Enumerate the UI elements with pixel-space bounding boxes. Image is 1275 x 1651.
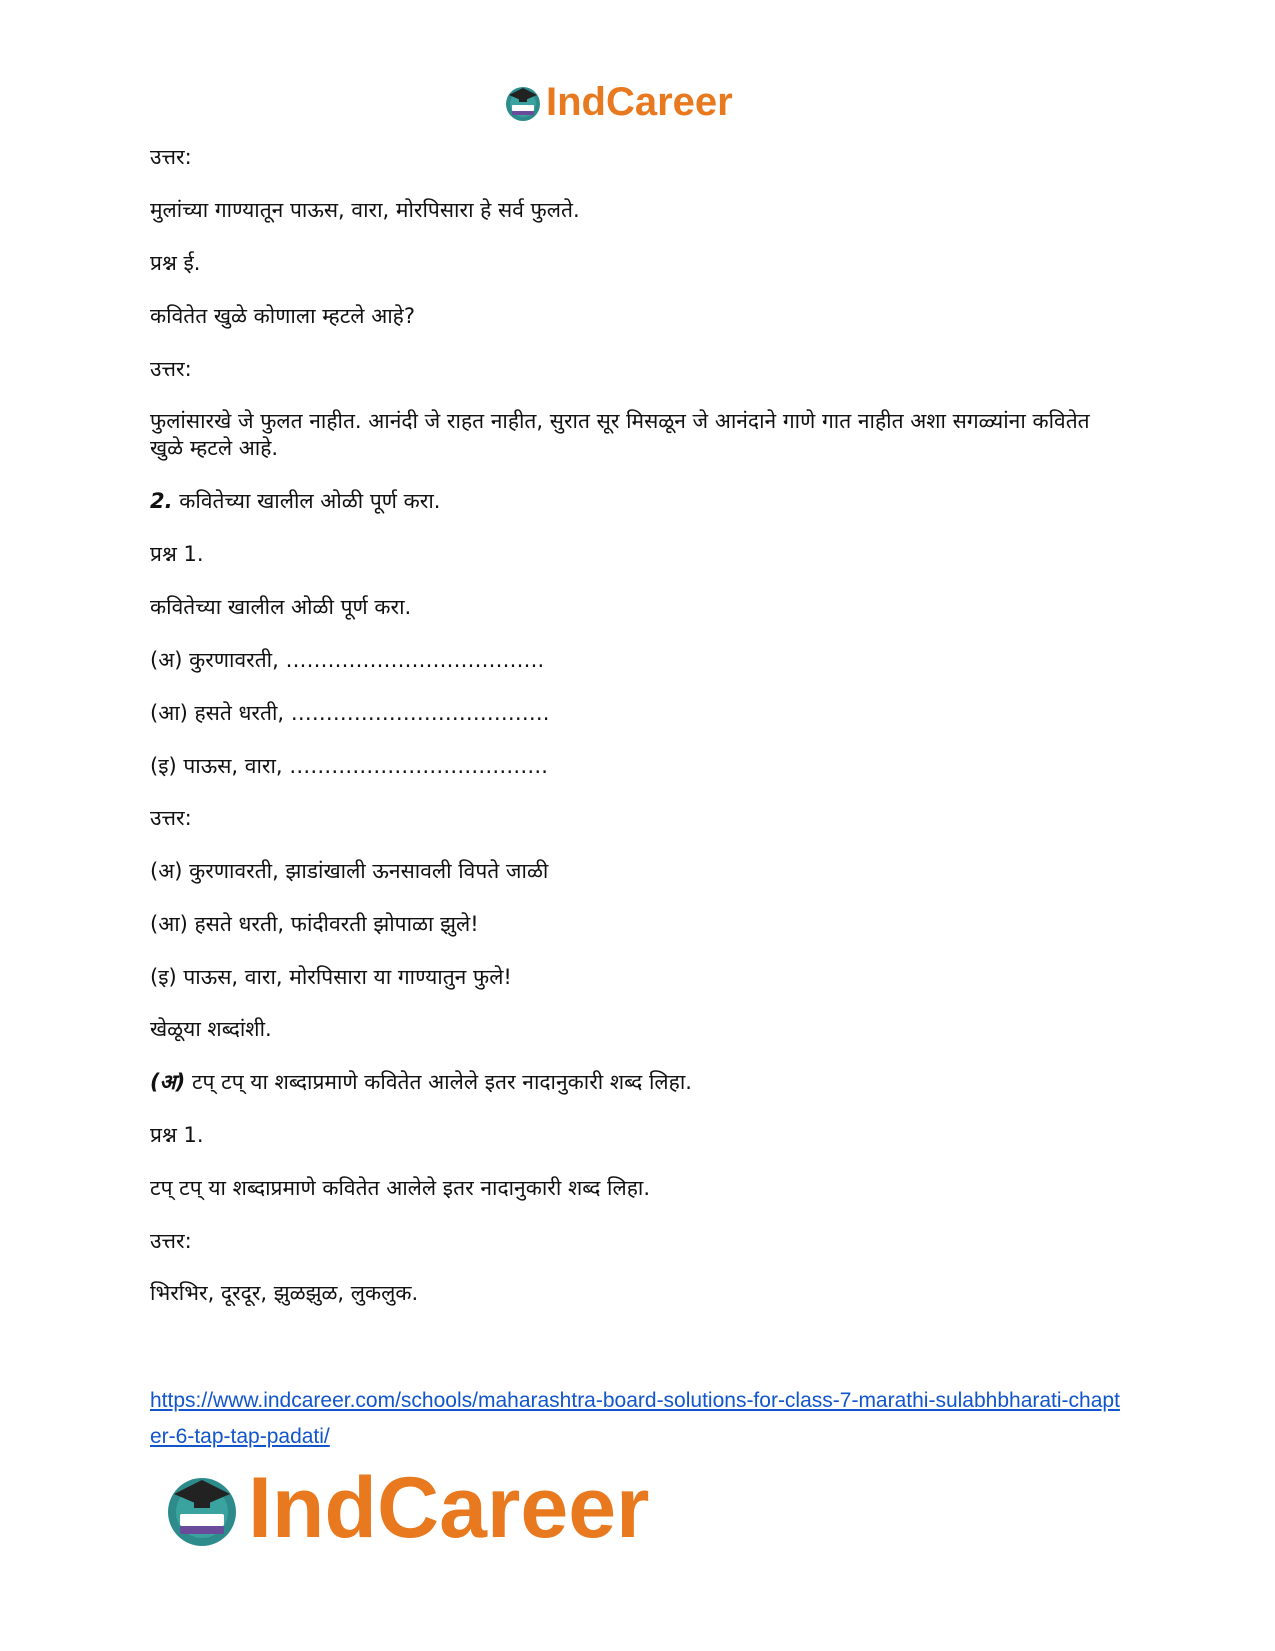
header-logo <box>502 78 733 126</box>
footer-logo <box>160 1459 650 1556</box>
section-heading <box>150 488 441 515</box>
question-text: टप् टप् या शब्दाप्रमाणे कवितेत आलेले इतर नादानुकारी शब्द लिहा. <box>150 1176 651 1200</box>
answer-line: (आ) हसते धरती, फांदीवरती झोपाळा झुले! <box>150 912 479 936</box>
answer-text: फुलांसारखे जे फुलत नाहीत. आनंदी जे राहत नाहीत, सुरात सूर मिसळून जे आनंदाने गाणे गात नाहीत अशा सगळ्यांना कवितेत खुळे म्हटले आहे. <box>150 409 1090 460</box>
question-text: कवितेत खुळे कोणाला म्हटले आहे? <box>150 304 415 328</box>
answer-text: मुलांच्या गाण्यातून पाऊस, वारा, मोरपिसारा हे सर्व फुलते. <box>150 198 580 222</box>
sub-heading-prefix: (अ) <box>150 1070 186 1094</box>
section-heading-text: कवितेच्या खालील ओळी पूर्ण करा. <box>179 489 441 513</box>
graduation-cap-globe-icon <box>160 1466 244 1550</box>
source-link[interactable]: https://www.indcareer.com/schools/maharashtra-board-solutions-for-class-7-marathi-sulabhbharati-chapter-6-tap-tap-padati/ <box>150 1389 1120 1448</box>
section-number: 2. <box>150 489 173 513</box>
footer-logo-text: IndCareer <box>248 1459 650 1556</box>
fill-blank-line: (आ) हसते धरती, ………………………………. <box>150 701 550 725</box>
answer-text: भिरभिर, दूरदूर, झुळझुळ, लुकलुक. <box>150 1281 419 1305</box>
sub-heading <box>150 1069 692 1096</box>
fill-blank-line: (अ) कुरणावरती, ………………………………. <box>150 648 545 672</box>
question-label: प्रश्न ई. <box>150 251 201 275</box>
answer-label: उत्तर: <box>150 357 192 381</box>
answer-line: (अ) कुरणावरती, झाडांखाली ऊनसावली विपते जाळी <box>150 859 549 883</box>
question-text: कवितेच्या खालील ओळी पूर्ण करा. <box>150 595 412 619</box>
answer-label: उत्तर: <box>150 1229 192 1253</box>
fill-blank-line: (इ) पाऊस, वारा, ………………………………. <box>150 754 548 778</box>
section-heading: खेळूया शब्दांशी. <box>150 1017 272 1041</box>
header-logo-text: IndCareer <box>546 79 733 124</box>
question-label: प्रश्न 1. <box>150 542 204 566</box>
answer-label: उत्तर: <box>150 806 192 830</box>
sub-heading-text: टप् टप् या शब्दाप्रमाणे कवितेत आलेले इतर नादानुकारी शब्द लिहा. <box>191 1070 692 1094</box>
graduation-cap-globe-icon <box>502 81 544 123</box>
answer-label: उत्तर: <box>150 145 192 169</box>
answer-line: (इ) पाऊस, वारा, मोरपिसारा या गाण्यातुन फुले! <box>150 965 512 989</box>
question-label: प्रश्न 1. <box>150 1123 204 1147</box>
